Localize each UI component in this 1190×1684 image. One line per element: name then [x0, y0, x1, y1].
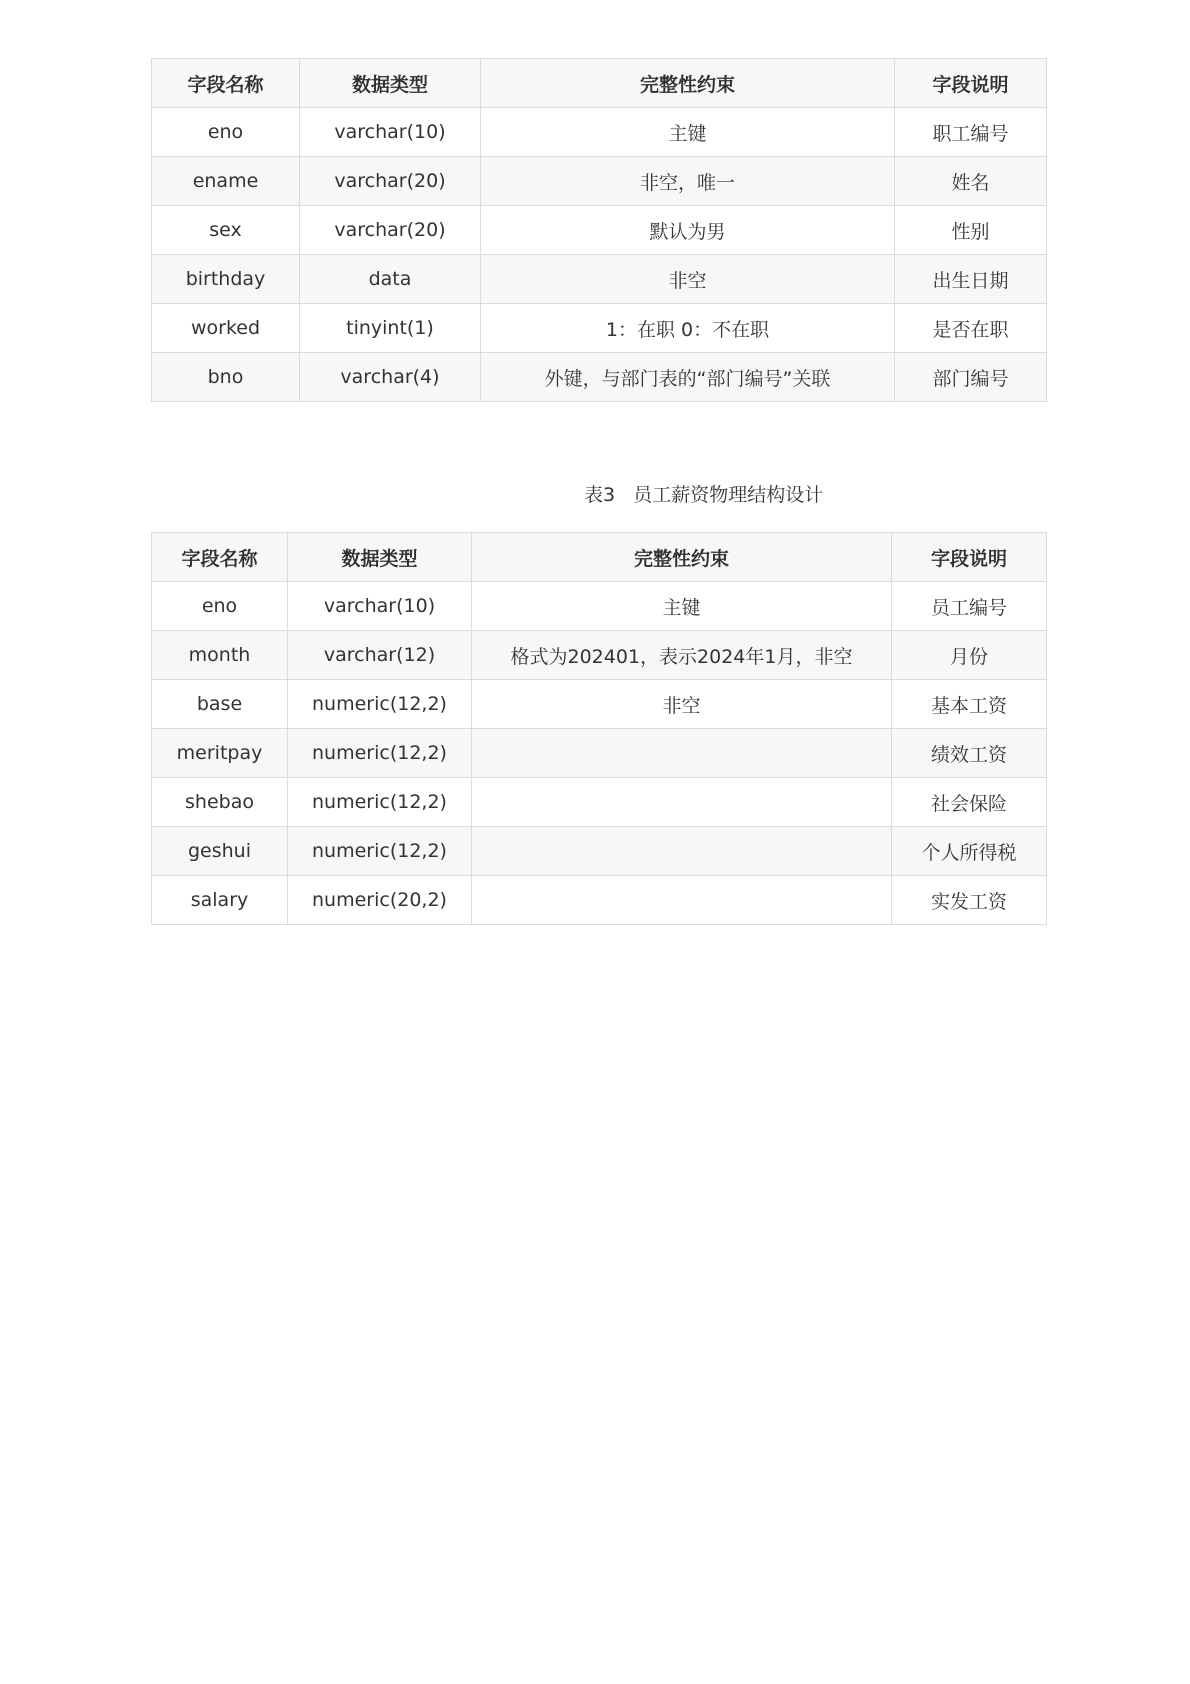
header-field-name: 字段名称 — [152, 533, 288, 582]
cell-data-type: numeric(12,2) — [288, 827, 472, 876]
salary-structure-table — [151, 532, 1047, 925]
cell-description: 基本工资 — [892, 680, 1047, 729]
cell-data-type: numeric(12,2) — [288, 778, 472, 827]
cell-description: 部门编号 — [895, 353, 1047, 402]
cell-field-name: worked — [152, 304, 300, 353]
cell-constraint: 外键，与部门表的“部门编号”关联 — [481, 353, 895, 402]
cell-field-name: eno — [152, 108, 300, 157]
cell-description: 性别 — [895, 206, 1047, 255]
cell-constraint — [472, 778, 892, 827]
cell-field-name: base — [152, 680, 288, 729]
cell-data-type: numeric(12,2) — [288, 680, 472, 729]
table-row — [152, 255, 1047, 304]
table-header-row — [152, 533, 1047, 582]
cell-description: 是否在职 — [895, 304, 1047, 353]
cell-field-name: salary — [152, 876, 288, 925]
table-row — [152, 304, 1047, 353]
cell-field-name: sex — [152, 206, 300, 255]
cell-description: 出生日期 — [895, 255, 1047, 304]
table-header-row — [152, 59, 1047, 108]
cell-field-name: eno — [152, 582, 288, 631]
cell-field-name: birthday — [152, 255, 300, 304]
cell-field-name: month — [152, 631, 288, 680]
cell-description: 月份 — [892, 631, 1047, 680]
cell-constraint: 非空 — [481, 255, 895, 304]
cell-field-name: shebao — [152, 778, 288, 827]
cell-constraint — [472, 729, 892, 778]
cell-field-name: bno — [152, 353, 300, 402]
table-row — [152, 582, 1047, 631]
cell-constraint: 格式为202401，表示2024年1月，非空 — [472, 631, 892, 680]
cell-constraint — [472, 876, 892, 925]
table-row — [152, 729, 1047, 778]
table-row — [152, 353, 1047, 402]
cell-constraint: 默认为男 — [481, 206, 895, 255]
table-row — [152, 631, 1047, 680]
table-row — [152, 206, 1047, 255]
cell-data-type: varchar(4) — [300, 353, 481, 402]
cell-description: 绩效工资 — [892, 729, 1047, 778]
cell-data-type: varchar(20) — [300, 157, 481, 206]
cell-field-name: meritpay — [152, 729, 288, 778]
cell-constraint: 1：在职 0：不在职 — [481, 304, 895, 353]
header-data-type: 数据类型 — [300, 59, 481, 108]
cell-constraint: 主键 — [481, 108, 895, 157]
cell-description: 个人所得税 — [892, 827, 1047, 876]
cell-constraint: 非空 — [472, 680, 892, 729]
table-row — [152, 157, 1047, 206]
cell-data-type: varchar(10) — [300, 108, 481, 157]
cell-description: 实发工资 — [892, 876, 1047, 925]
cell-description: 社会保险 — [892, 778, 1047, 827]
cell-data-type: numeric(12,2) — [288, 729, 472, 778]
cell-constraint — [472, 827, 892, 876]
header-data-type: 数据类型 — [288, 533, 472, 582]
table-row — [152, 778, 1047, 827]
cell-data-type: varchar(10) — [288, 582, 472, 631]
cell-data-type: varchar(20) — [300, 206, 481, 255]
cell-data-type: varchar(12) — [288, 631, 472, 680]
cell-data-type: numeric(20,2) — [288, 876, 472, 925]
cell-constraint: 主键 — [472, 582, 892, 631]
table-row — [152, 827, 1047, 876]
table-row — [152, 680, 1047, 729]
table-row — [152, 876, 1047, 925]
header-constraint: 完整性约束 — [472, 533, 892, 582]
cell-description: 姓名 — [895, 157, 1047, 206]
cell-field-name: geshui — [152, 827, 288, 876]
header-constraint: 完整性约束 — [481, 59, 895, 108]
header-field-name: 字段名称 — [152, 59, 300, 108]
table-caption: 表3 员工薪资物理结构设计 — [584, 484, 824, 506]
cell-description: 员工编号 — [892, 582, 1047, 631]
cell-field-name: ename — [152, 157, 300, 206]
header-description: 字段说明 — [895, 59, 1047, 108]
cell-constraint: 非空，唯一 — [481, 157, 895, 206]
table-row — [152, 108, 1047, 157]
cell-data-type: tinyint(1) — [300, 304, 481, 353]
cell-data-type: data — [300, 255, 481, 304]
employee-structure-table — [151, 58, 1047, 402]
cell-description: 职工编号 — [895, 108, 1047, 157]
header-description: 字段说明 — [892, 533, 1047, 582]
